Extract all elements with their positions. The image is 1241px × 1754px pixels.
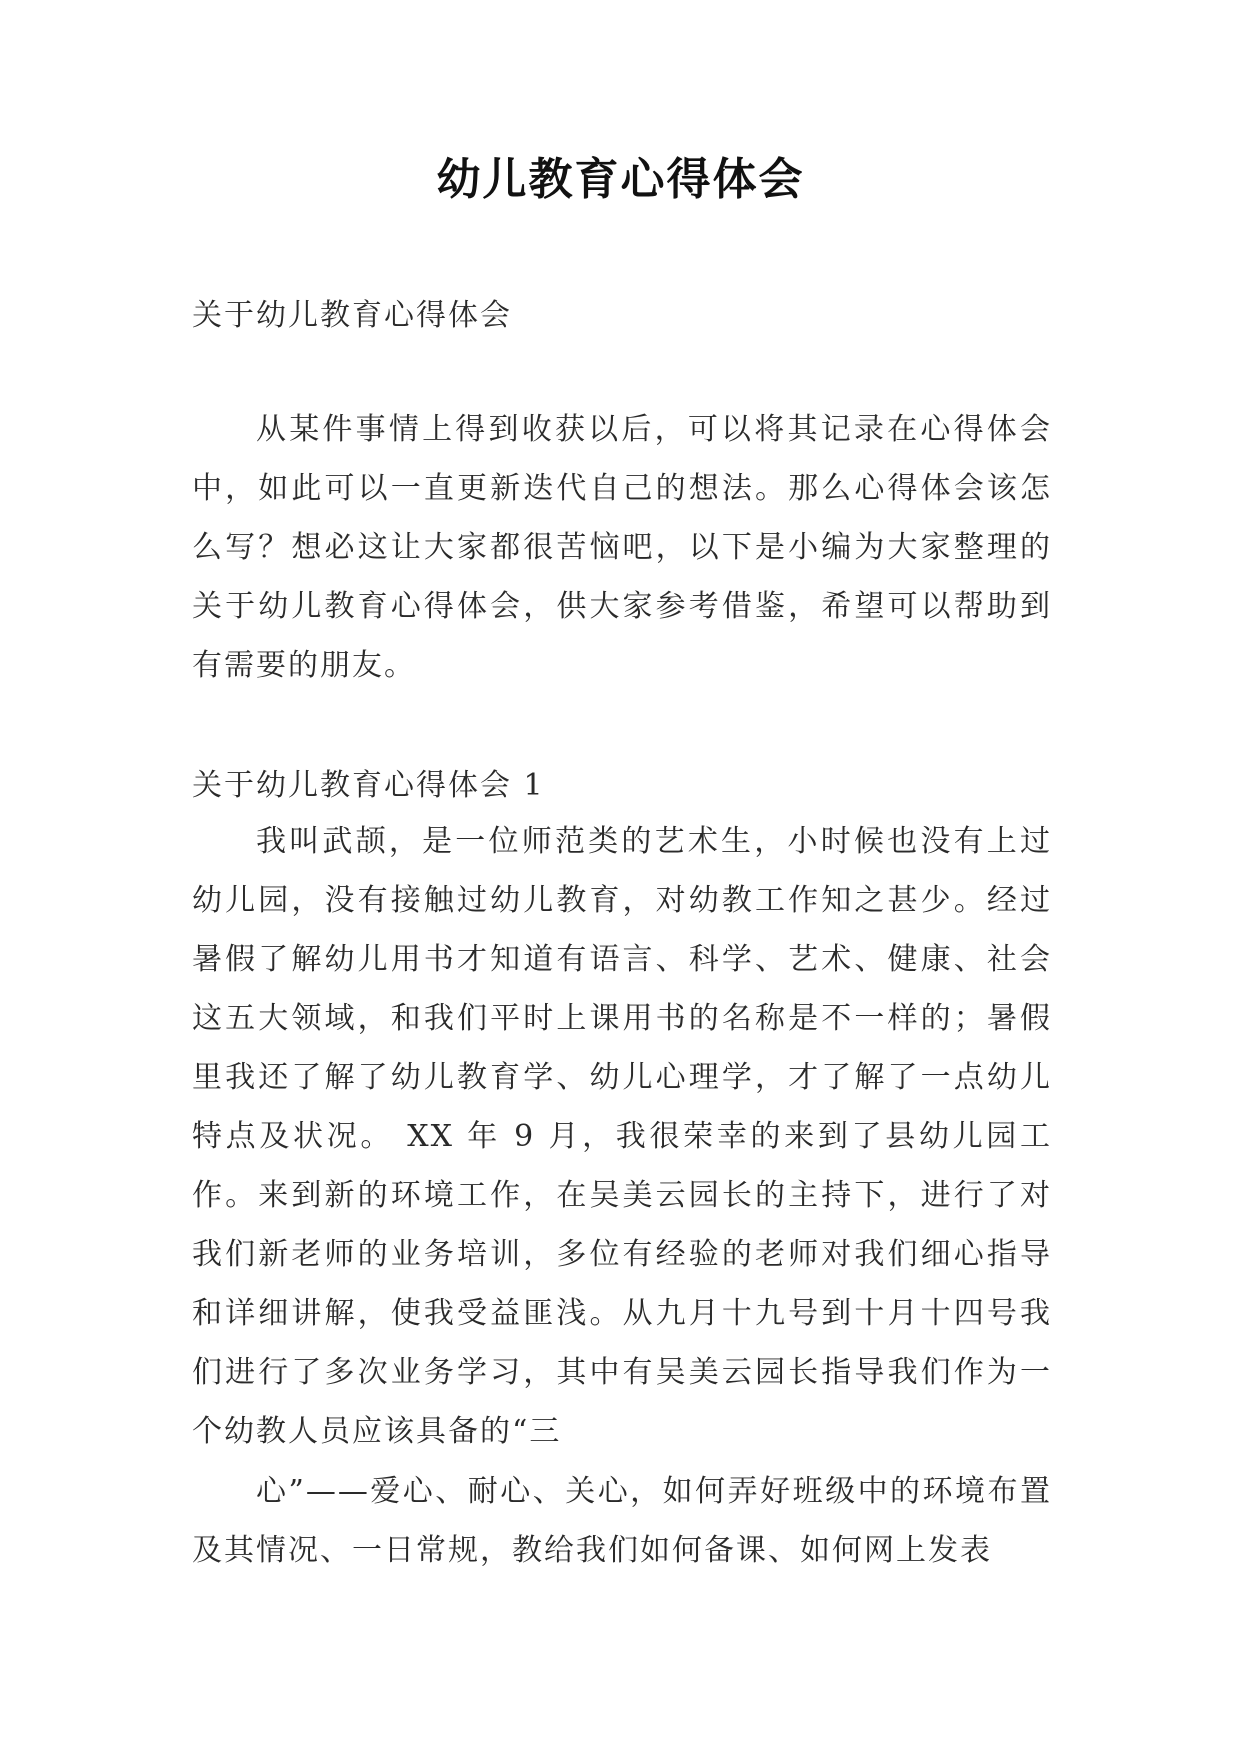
body-paragraph: 心”——爱心、耐心、关心，如何弄好班级中的环境布置及其情况、一日常规，教给我们如何备课、如何网上发表 <box>192 1474 1052 1568</box>
section-heading: 关于幼儿教育心得体会 1 <box>192 768 545 803</box>
document-title: 幼儿教育心得体会 <box>436 154 805 205</box>
document-subtitle: 关于幼儿教育心得体会 <box>192 298 512 333</box>
intro-paragraph: 从某件事情上得到收获以后，可以将其记录在心得体会中，如此可以一直更新迭代自己的想法。那么心得体会该怎么写？想必这让大家都很苦恼吧，以下是小编为大家整理的关于幼儿教育心得体会，供大家参考借鉴，希望可以帮助到有需要的朋友。 <box>192 412 1052 683</box>
body-paragraph: 我叫武颉，是一位师范类的艺术生，小时候也没有上过幼儿园，没有接触过幼儿教育，对幼教工作知之甚少。经过暑假了解幼儿用书才知道有语言、科学、艺术、健康、社会这五大领域，和我们平时上课用书的名称是不一样的；暑假里我还了解了幼儿教育学、幼儿心理学，才了解了一点幼儿特点及状况。 XX 年 9 月，我很荣幸的来到了县幼儿园工作。来到新的环境工作，在吴美云园长的主持下，进行了对我们新老师的业务培训，多位有经验的老师对我们细心指导和详细讲解，使我受益匪浅。从九月十九号到十月十四号我们进行了多次业务学习，其中有吴美云园长指导我们作为一个幼教人员应该具备的“三 <box>192 824 1052 1449</box>
